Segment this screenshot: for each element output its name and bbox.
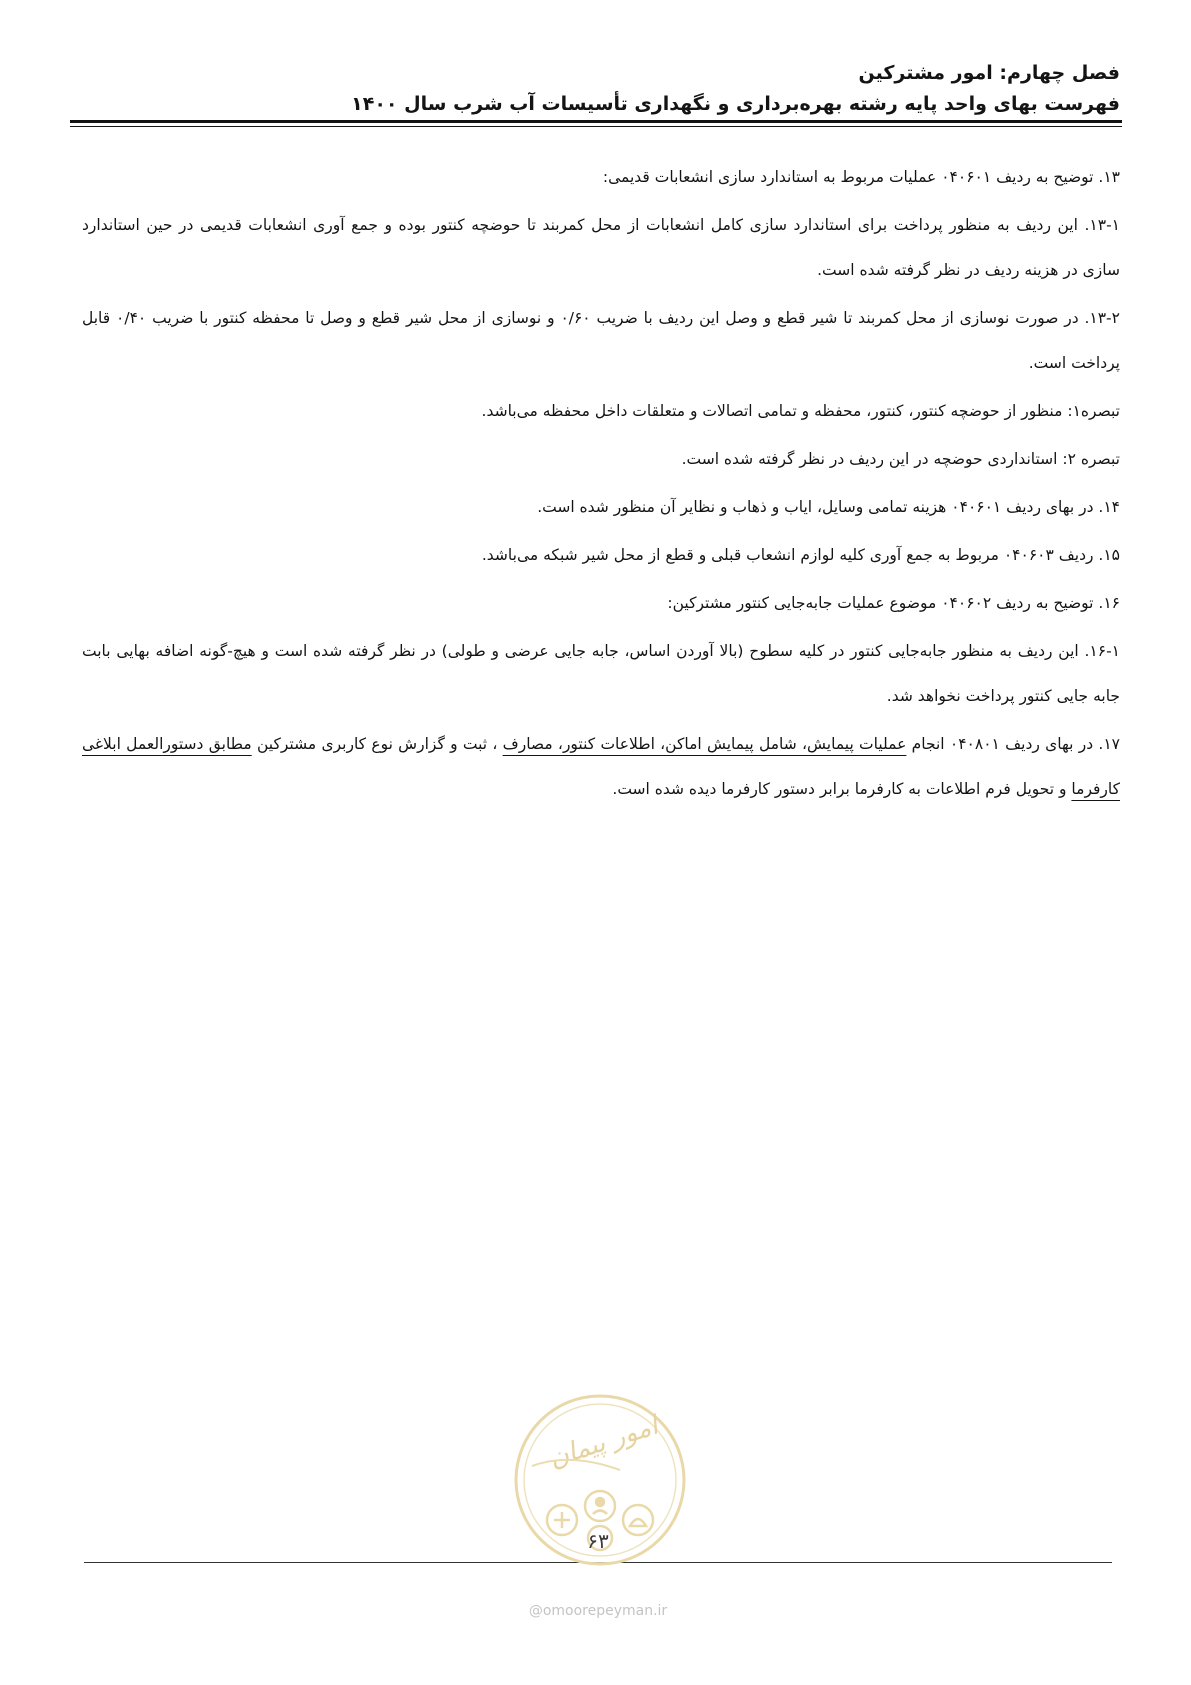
document-title: فهرست بهای واحد پایه رشته بهره‌برداری و نگهداری تأسیسات آب شرب سال ۱۴۰۰ xyxy=(351,93,1120,115)
chapter-title: فصل چهارم: امور مشترکین xyxy=(858,62,1120,84)
paragraph-15: ۱۵. ردیف ۰۴۰۶۰۳ مربوط به جمع آوری کلیه لوازم انشعاب قبلی و قطع از محل شیر شبکه می‌باشد. xyxy=(481,546,1120,564)
note-1: تبصره۱: منظور از حوضچه کنتور، کنتور، محفظه و تمامی اتصالات و متعلقات داخل محفظه می‌باشد. xyxy=(481,402,1120,420)
paragraph-16: ۱۶. توضیح به ردیف ۰۴۰۶۰۲ موضوع عملیات جابه‌جایی کنتور مشترکین: xyxy=(667,594,1120,612)
paragraph-13: ۱۳. توضیح به ردیف ۰۴۰۶۰۱ عملیات مربوط به استاندارد سازی انشعابات قدیمی: xyxy=(602,168,1120,186)
paragraph-17-underlined-1: عملیات پیمایش، شامل پیمایش اماکن، اطلاعات کنتور، مصارف xyxy=(502,735,907,753)
page-number: ۶۳ xyxy=(587,1529,609,1553)
watermark-lettering: امور پیمان xyxy=(545,1410,662,1475)
note-2: تبصره ۲: استانداردی حوضچه در این ردیف در نظر گرفته شده است. xyxy=(681,450,1120,468)
paragraph-13-1: ۱۳-۱. این ردیف به منظور پرداخت برای استاندارد سازی کامل انشعابات از محل کمربند تا حوضچه کنتور بوده و جمع آوری انشعابات قدیمی در حین استاندارد سازی در هزینه ردیف در نظر گرفته شده است. xyxy=(82,216,1120,279)
page-header xyxy=(80,58,1120,120)
paragraph-17-text-1: ۱۷. در بهای ردیف ۰۴۰۸۰۱ انجام xyxy=(906,735,1120,753)
paragraph-17-text-3: و تحویل فرم اطلاعات به کارفرما برابر دستور کارفرما دیده شده است. xyxy=(612,780,1072,798)
paragraph-16-1: ۱۶-۱. این ردیف به منظور جابه‌جایی کنتور در کلیه سطوح (بالا آوردن اساس، جابه جایی عرضی و طولی) در نظر گرفته شده است و هیچ-گونه اضافه بهایی بابت جابه جایی کنتور پرداخت نخواهد شد. xyxy=(82,642,1120,705)
paragraph-14: ۱۴. در بهای ردیف ۰۴۰۶۰۱ هزینه تمامی وسایل، ایاب و ذهاب و نظایر آن منظور شده است. xyxy=(537,498,1120,516)
website-watermark: @omoorepeyman.ir xyxy=(528,1603,668,1619)
header-rule-thin xyxy=(70,126,1122,127)
page-body xyxy=(82,155,1120,815)
paragraph-17-underlined-2: مطابق دستورالعمل ابلاغی کارفرما xyxy=(82,735,1120,798)
paragraph-13-2: ۱۳-۲. در صورت نوسازی از محل کمربند تا شیر قطع و وصل این ردیف با ضریب ۰/۶۰ و نوسازی از محل شیر قطع و وصل تا محفظه کنتور با ضریب ۰/۴۰ قابل پرداخت است. xyxy=(82,309,1120,372)
paragraph-17 xyxy=(82,722,1120,812)
header-rule-thick xyxy=(70,120,1122,123)
paragraph-17-text-2: ، ثبت و گزارش نوع کاربری مشترکین xyxy=(251,735,503,753)
